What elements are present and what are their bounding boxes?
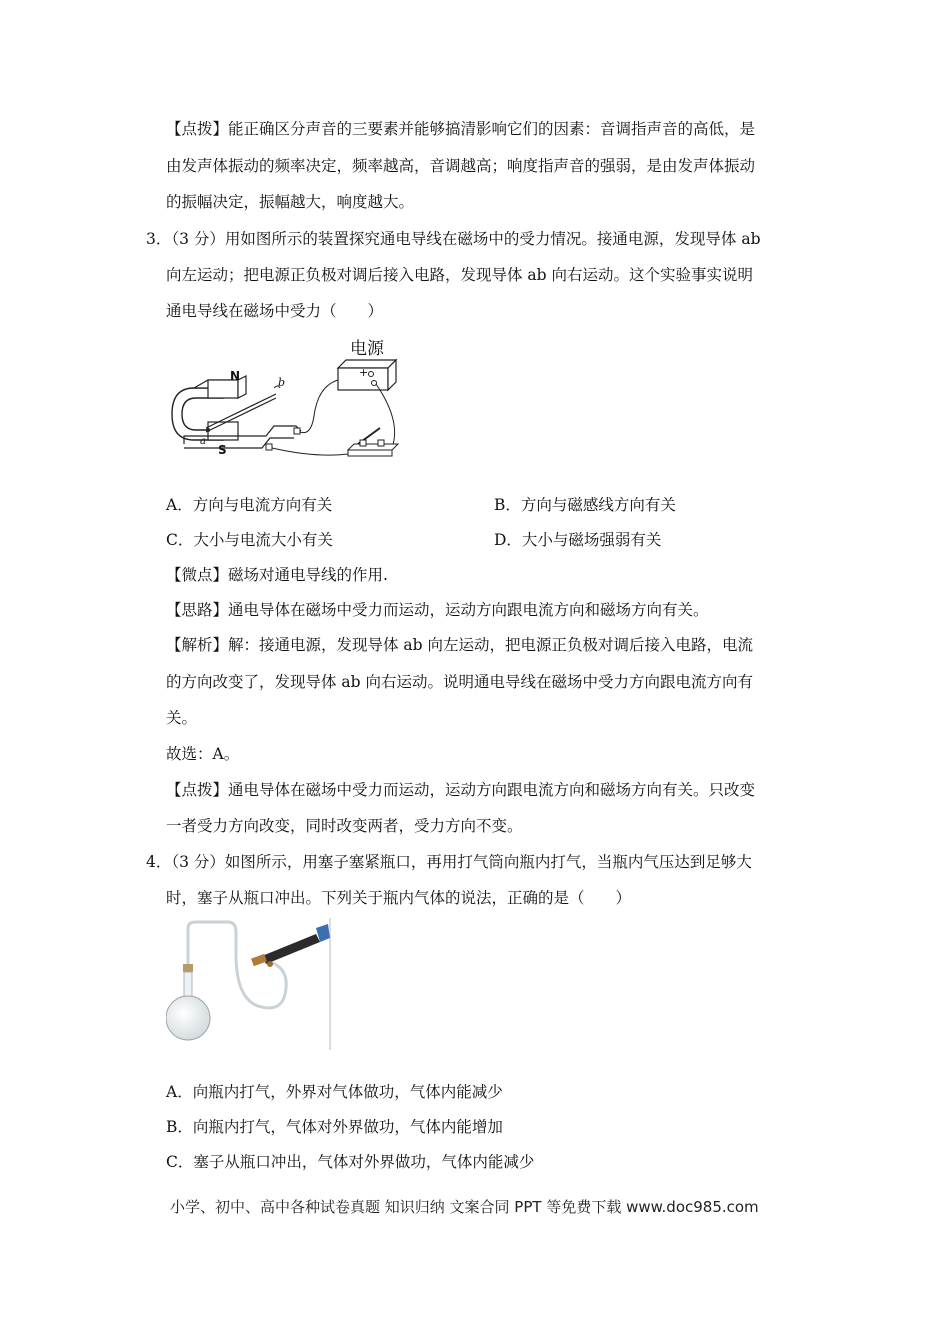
- q3-option-d: D．大小与磁场强弱有关: [494, 531, 662, 549]
- q3-point: 【微点】磁场对通电导线的作用.: [166, 566, 388, 584]
- north-pole-label: N: [230, 369, 241, 383]
- q3-idea: 【思路】通电导体在磁场中受力而运动，运动方向跟电流方向和磁场方向有关。: [166, 601, 709, 619]
- q2-hint-line-1: 【点拨】能正确区分声音的三要素并能够搞清影响它们的因素：音调指声音的高低，是: [166, 120, 756, 138]
- q4-option-c: C．塞子从瓶口冲出，气体对外界做功，气体内能减少: [166, 1153, 535, 1171]
- south-pole-label: S: [218, 443, 227, 457]
- q4-stem-line-1: 4．（3 分）如图所示，用塞子塞紧瓶口，再用打气筒向瓶内打气，当瓶内气压达到足够大: [146, 853, 752, 871]
- q3-option-b: B．方向与磁感线方向有关: [494, 496, 676, 514]
- q3-option-c: C．大小与电流大小有关: [166, 531, 333, 549]
- q3-apparatus-diagram: [166, 336, 406, 466]
- q3-option-a: A．方向与电流方向有关: [166, 496, 333, 514]
- q2-hint-line-3: 的振幅决定，振幅越大，响度越大。: [166, 193, 415, 211]
- flask-icon: [166, 964, 210, 1040]
- q3-analysis-line-3: 关。: [166, 709, 198, 727]
- conductor-end-b-label: b: [278, 376, 286, 389]
- q3-hint-line-2: 一者受力方向改变，同时改变两者，受力方向不变。: [166, 817, 523, 835]
- q2-hint-line-2: 由发声体振动的频率决定，频率越高，音调越高；响度指声音的强弱，是由发声体振动: [166, 157, 756, 175]
- q3-answer: 故选：A。: [166, 745, 240, 763]
- q3-stem-line-2: 向左运动；把电源正负极对调后接入电路，发现导体 ab 向右运动。这个实验事实说明: [166, 266, 754, 284]
- q4-flask-pump-photo: [166, 918, 332, 1050]
- air-pump-icon: [251, 924, 330, 967]
- q4-stem-line-2: 时，塞子从瓶口冲出。下列关于瓶内气体的说法，正确的是（ ）: [166, 889, 632, 907]
- q3-stem-line-1: 3．（3 分）用如图所示的装置探究通电导线在磁场中的受力情况。接通电源，发现导体 ab: [146, 230, 761, 248]
- conductor-end-a-label: a: [200, 436, 206, 447]
- positive-terminal-label: +: [359, 366, 369, 379]
- page-footer-ad: 小学、初中、高中各种试卷真题 知识归纳 文案合同 PPT 等免费下载 www.doc985.com: [170, 1198, 759, 1216]
- power-supply-label: 电源: [350, 339, 384, 359]
- q3-apparatus-figure: [166, 336, 406, 466]
- q4-option-b: B．向瓶内打气，气体对外界做功，气体内能增加: [166, 1118, 503, 1136]
- q3-analysis-line-2: 的方向改变了，发现导体 ab 向右运动。说明通电导线在磁场中受力方向跟电流方向有: [166, 673, 754, 691]
- q3-stem-line-3: 通电导线在磁场中受力（ ）: [166, 302, 384, 320]
- q3-hint-line-1: 【点拨】通电导体在磁场中受力而运动，运动方向跟电流方向和磁场方向有关。只改变: [166, 781, 756, 799]
- switch-icon: [348, 428, 398, 456]
- q3-analysis-line-1: 【解析】解：接通电源，发现导体 ab 向左运动，把电源正负极对调后接入电路，电流: [166, 636, 754, 654]
- q4-option-a: A．向瓶内打气，外界对气体做功，气体内能减少: [166, 1083, 503, 1101]
